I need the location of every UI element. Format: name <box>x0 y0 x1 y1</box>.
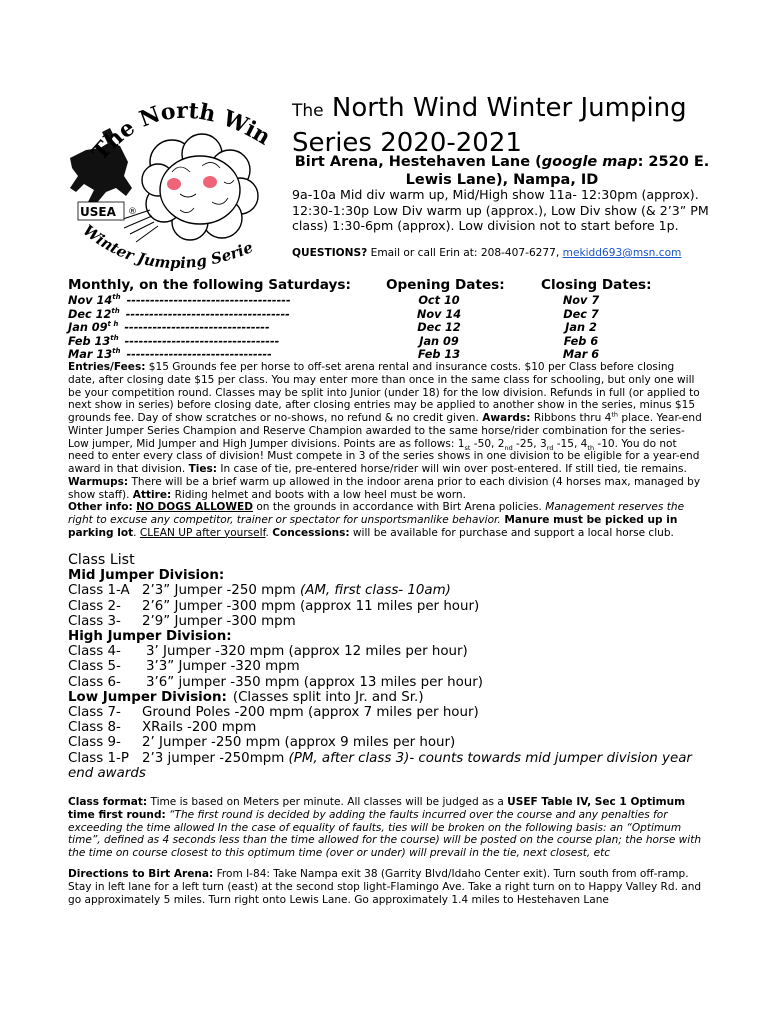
saturdays-list <box>68 294 291 362</box>
high-division-header: High Jumper Division: <box>68 629 232 645</box>
list-item: Feb 6 <box>563 334 599 348</box>
list-item: Mar 6 <box>562 348 600 362</box>
list-item: Mar 13th ------------------------------- <box>68 347 272 362</box>
class-list-title: Class List <box>68 552 135 568</box>
low-division-header: Low Jumper Division: (Classes split into Jr. and Sr.) <box>68 689 424 705</box>
logo-arc-bottom: Winter Jumping Serie <box>79 221 256 273</box>
opening-dates-header: Opening Dates: <box>386 277 505 293</box>
show-schedule: 9a-10a Mid div warm up, Mid/High show 11a- 12:30pm (approx). 12:30-1:30p Low Div warm up (approx.), Low Div show (& 2’3” PM class) 1:30-6pm (approx). Low division not to start before 1p. <box>292 187 709 233</box>
list-item: Feb 13th --------------------------------- <box>68 334 280 348</box>
email-link[interactable]: mekidd693@msn.com <box>562 247 682 259</box>
venue-address: Birt Arena, Hestehaven Lane (google map: 2520 E. Lewis Lane), Nampa, ID <box>294 154 710 188</box>
list-item: Class 6- 3’6” jumper -350 mpm (approx 13 miles per hour) <box>68 674 483 690</box>
closing-dates-header: Closing Dates: <box>541 277 652 293</box>
list-item: Nov 14th ----------------------------------- <box>68 293 291 307</box>
list-item: Feb 13 <box>417 348 461 362</box>
list-item: Jan 09 <box>419 334 459 348</box>
horse-rider-jumping-cloud-icon <box>62 92 280 278</box>
list-item: Class 7- Ground Poles -200 mpm (approx 7 miles per hour) <box>68 705 479 721</box>
contact-line: QUESTIONS? Email or call Erin at: 208-407-6277, mekidd693@msn.com <box>292 247 682 259</box>
list-item: Nov 14 <box>416 307 462 321</box>
mid-division-header: Mid Jumper Division: <box>68 568 225 584</box>
usea-badge: USEA <box>80 205 116 219</box>
list-item: Class 4- 3’ Jumper -320 mpm (approx 12 miles per hour) <box>68 644 468 660</box>
list-item: Class 2- 2’6” Jumper -300 mpm (approx 11 miles per hour) <box>68 598 480 614</box>
north-wind-logo <box>62 92 280 278</box>
entries-fees-section: Entries/Fees: $15 Grounds fee per horse to off-set arena rental and insurance costs. $10 per Class before closing date, after closing date $15 per class. You may enter more than once in the same class for schooling, but only one will be your competition round. Classes may be split into Junior (under 18) for the low division. Refunds in full (or applied to next show in series) before closing date, after closing entries may be applied to another show in the series, minus $15 grounds fee. Day of show scratches or no-shows, no refund & no credit given. Awards: Ribbons thru 4th place. Year-end Winter Jumper Series Champion and Reserve Champion awarded to the same horse/rider combination for the series- Low jumper, Mid Jumper and High Jumper divisions. Points are as follows: $1_{st}$ -50, $2_{nd}$ -25, $3_{rd}$ -15, $4_{th}$ -10. You do not need to enter every class of division! Must compete in 3 of the series shows in one division to be eligible for a year-end award in that division. Ties: In case of tie, pre-entered horse/rider will win over post-entered. If still tied, tie remains. Warmups: There will be a brief warm up allowed in the indoor arena prior to each division (4 horses max, managed by show staff). Attire: Riding helmet and boots with a low heel must be worn. Other info: NO DOGS ALLOWED on the grounds in accordance with Birt Arena policies. Management reserves the right to excuse any competitor, trainer or spectator for unsportsmanlike behavior. Manure must be picked up in parking lot. CLEAN UP after yourself. Concessions: will be available for purchase and support a local horse club. <box>68 361 702 539</box>
list-item: Dec 12 <box>417 321 461 335</box>
list-item: Class 1-A 2’3” Jumper -250 mpm (AM, first class- 10am) <box>68 583 451 599</box>
list-item: Jan 2 <box>565 321 597 335</box>
list-item: Jan $09^{t h}$ ------------------------------- <box>68 320 270 335</box>
list-item: Class 9- 2’ Jumper -250 mpm (approx 9 miles per hour) <box>68 735 456 751</box>
list-item: Class 3- 2’9” Jumper -300 mpm <box>68 613 296 629</box>
page-title: The North Wind Winter Jumping Series 2020-2021 <box>292 93 687 158</box>
list-item: Class 1-P 2’3 jumper -250mpm (PM, after class 3)- counts towards mid jumper division year end awards <box>68 750 692 781</box>
logo-arc-top: The North Win <box>87 97 276 166</box>
list-item: Oct 10 <box>418 294 460 307</box>
list-item: Dec 7 <box>563 307 599 321</box>
list-item: Dec 12th ----------------------------------- <box>68 306 290 321</box>
opening-dates-list <box>388 294 490 362</box>
list-item: Nov 7 <box>562 294 600 307</box>
list-item: Class 5- 3’3” Jumper -320 mpm <box>68 659 300 675</box>
closing-dates-list <box>533 294 629 362</box>
class-list <box>68 553 708 781</box>
directions-section: Directions to Birt Arena: From I-84: Take Nampa exit 38 (Garrity Blvd/Idaho Center exit). Turn south from off-ramp. Stay in left lane for a left turn (east) at the second stop light-Flamingo Ave. Take a right turn on to Happy Valley Rd. and go approximately 5 miles. Turn right onto Lewis Lane. Go approximately 1.4 miles to Hestehaven Lane <box>68 868 702 906</box>
saturdays-header: Monthly, on the following Saturdays: <box>68 277 351 293</box>
registered-mark: ® <box>128 207 137 217</box>
class-format-section: Class format: Time is based on Meters per minute. All classes will be judged as a USEF Table IV, Sec 1 Optimum time first round: “The first round is decided by adding the faults incurred over the course and any penalties for exceeding the time allowed In the case of equality of faults, ties will be broken on the following basis: an “Optimum time”, defined as 4 seconds less than the time allowed for the course) will be posted on the course plan; the horse with the time on course closest to this optimum time (over or under) will prevail in the tie, next closest, etc <box>68 796 702 859</box>
list-item: Class 8- XRails -200 mpm <box>68 720 257 736</box>
